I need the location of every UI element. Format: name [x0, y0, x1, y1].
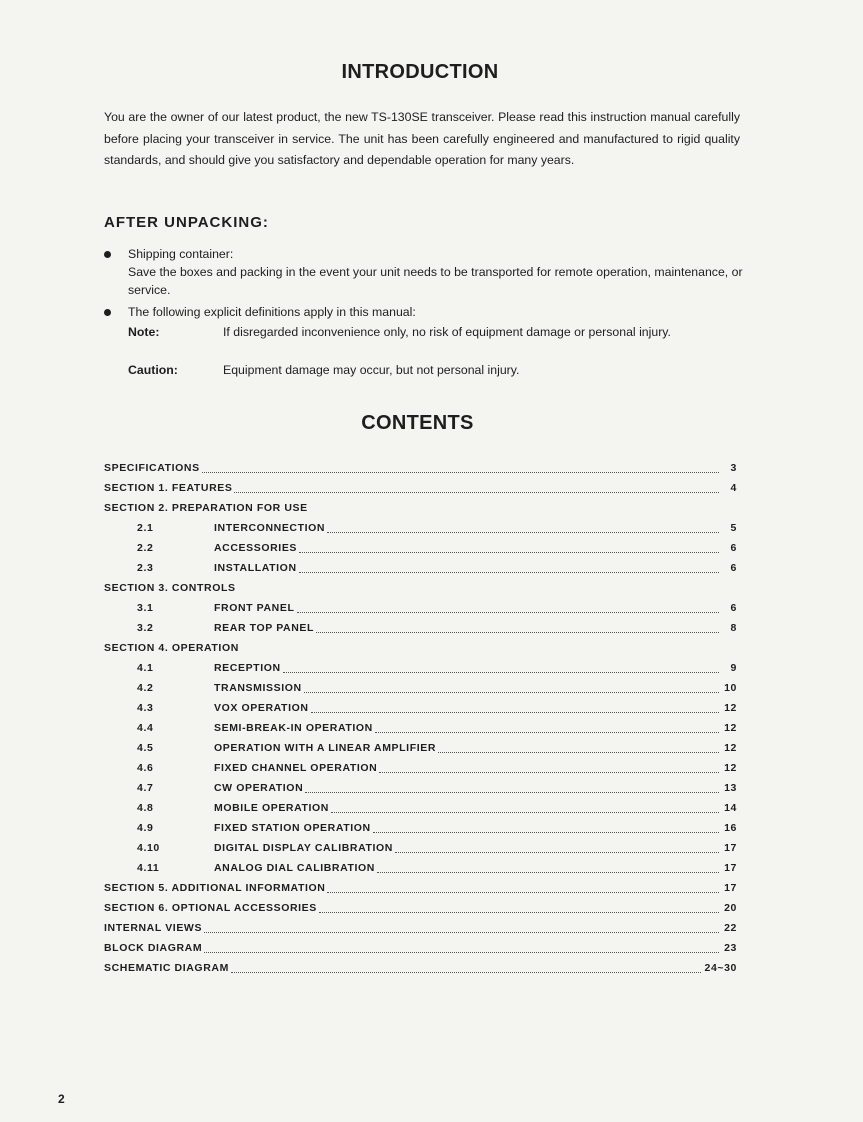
- toc-entry-label: CW OPERATION: [214, 782, 304, 794]
- toc-entry-number: 4.2: [137, 682, 154, 694]
- toc-entry-number: 3.2: [137, 622, 154, 634]
- toc-dot-leader: [331, 811, 719, 813]
- table-of-contents: [104, 458, 737, 978]
- toc-dot-leader: [379, 771, 719, 773]
- toc-entry-label: ANALOG DIAL CALIBRATION: [214, 862, 375, 874]
- toc-entry-page: 10: [724, 682, 737, 694]
- toc-row: [104, 738, 737, 758]
- toc-dot-leader: [204, 951, 719, 953]
- toc-row: [104, 618, 737, 638]
- definitions-intro-text: The following explicit definitions apply in this manual:: [128, 305, 416, 319]
- after-unpacking-heading: AFTER UNPACKING:: [104, 214, 269, 231]
- toc-dot-leader: [377, 871, 719, 873]
- toc-entry-label: SECTION 4. OPERATION: [104, 642, 239, 654]
- toc-entry-label: ACCESSORIES: [214, 542, 298, 554]
- toc-entry-number: 4.9: [137, 822, 154, 834]
- toc-row: [104, 678, 737, 698]
- toc-dot-leader: [283, 671, 719, 673]
- toc-entry-label: SPECIFICATIONS: [104, 462, 200, 474]
- toc-dot-leader: [327, 891, 719, 893]
- toc-row: [104, 558, 737, 578]
- toc-dot-leader: [373, 831, 719, 833]
- toc-row: [104, 718, 737, 738]
- toc-entry-number: 4.6: [137, 762, 154, 774]
- toc-entry-label: RECEPTION: [214, 662, 281, 674]
- toc-entry-page: 17: [724, 842, 737, 854]
- toc-dot-leader: [304, 691, 719, 693]
- toc-row: [104, 498, 737, 518]
- toc-entry-label: INSTALLATION: [214, 562, 297, 574]
- contents-title: CONTENTS: [361, 412, 474, 434]
- toc-entry-page: 6: [730, 602, 737, 614]
- toc-entry-page: 12: [724, 722, 737, 734]
- toc-entry-page: 6: [730, 542, 737, 554]
- toc-entry-label: SEMI-BREAK-IN OPERATION: [214, 722, 373, 734]
- toc-entry-page: 12: [724, 762, 737, 774]
- toc-row: [104, 798, 737, 818]
- toc-dot-leader: [299, 551, 719, 553]
- bullet-dot-icon: [104, 309, 111, 316]
- toc-entry-number: 2.2: [137, 542, 154, 554]
- caution-definition: [128, 361, 740, 379]
- toc-entry-number: 2.3: [137, 562, 154, 574]
- toc-entry-label: FIXED CHANNEL OPERATION: [214, 762, 378, 774]
- toc-row: [104, 638, 737, 658]
- toc-entry-label: SECTION 6. OPTIONAL ACCESSORIES: [104, 902, 317, 914]
- toc-row: [104, 938, 737, 958]
- shipping-container-text: Save the boxes and packing in the event your unit needs to be transported for remote operation, maintenance, or service.: [128, 265, 743, 297]
- toc-entry-page: 24~30: [704, 962, 737, 974]
- bullet-definitions: [104, 303, 744, 321]
- toc-entry-label: SECTION 2. PREPARATION FOR USE: [104, 502, 308, 514]
- toc-entry-label: SECTION 1. FEATURES: [104, 482, 233, 494]
- toc-entry-label: OPERATION WITH A LINEAR AMPLIFIER: [214, 742, 437, 754]
- toc-entry-label: REAR TOP PANEL: [214, 622, 314, 634]
- toc-entry-page: 17: [724, 862, 737, 874]
- toc-dot-leader: [316, 631, 719, 633]
- toc-entry-number: 4.10: [137, 842, 160, 854]
- toc-row: [104, 518, 737, 538]
- toc-entry-number: 4.11: [137, 862, 160, 874]
- caution-term: Caution:: [128, 363, 178, 377]
- toc-dot-leader: [202, 471, 719, 473]
- introduction-title: INTRODUCTION: [341, 61, 499, 83]
- toc-entry-number: 4.4: [137, 722, 154, 734]
- toc-entry-number: 4.8: [137, 802, 154, 814]
- toc-entry-number: 4.7: [137, 782, 154, 794]
- toc-dot-leader: [297, 611, 720, 613]
- toc-dot-leader: [438, 751, 719, 753]
- toc-entry-label: FIXED STATION OPERATION: [214, 822, 371, 834]
- page-number: 2: [58, 1092, 65, 1106]
- toc-entry-number: 3.1: [137, 602, 154, 614]
- toc-row: [104, 758, 737, 778]
- note-term: Note:: [128, 325, 160, 339]
- toc-dot-leader: [231, 971, 701, 973]
- toc-entry-page: 14: [724, 802, 737, 814]
- toc-entry-page: 12: [724, 702, 737, 714]
- toc-entry-page: 4: [730, 482, 737, 494]
- toc-row: [104, 818, 737, 838]
- note-definition: [128, 323, 740, 341]
- toc-entry-page: 9: [730, 662, 737, 674]
- toc-row: [104, 578, 737, 598]
- toc-row: [104, 478, 737, 498]
- toc-entry-label: INTERCONNECTION: [214, 522, 326, 534]
- toc-row: [104, 918, 737, 938]
- toc-entry-label: SECTION 5. ADDITIONAL INFORMATION: [104, 882, 326, 894]
- toc-dot-leader: [234, 491, 719, 493]
- toc-row: [104, 698, 737, 718]
- caution-text: Equipment damage may occur, but not personal injury.: [223, 363, 520, 377]
- toc-dot-leader: [375, 731, 719, 733]
- toc-entry-number: 4.1: [137, 662, 154, 674]
- toc-entry-page: 12: [724, 742, 737, 754]
- toc-entry-number: 4.5: [137, 742, 154, 754]
- toc-row: [104, 958, 737, 978]
- toc-row: [104, 598, 737, 618]
- toc-entry-page: 6: [730, 562, 737, 574]
- toc-row: [104, 658, 737, 678]
- toc-entry-page: 8: [730, 622, 737, 634]
- toc-entry-page: 16: [724, 822, 737, 834]
- toc-row: [104, 778, 737, 798]
- toc-dot-leader: [395, 851, 719, 853]
- toc-row: [104, 878, 737, 898]
- toc-dot-leader: [305, 791, 719, 793]
- bullet-dot-icon: [104, 251, 111, 258]
- toc-entry-label: SCHEMATIC DIAGRAM: [104, 962, 229, 974]
- toc-entry-page: 17: [724, 882, 737, 894]
- toc-entry-label: VOX OPERATION: [214, 702, 309, 714]
- toc-entry-page: 22: [724, 922, 737, 934]
- toc-row: [104, 858, 737, 878]
- toc-entry-label: FRONT PANEL: [214, 602, 295, 614]
- toc-row: [104, 538, 737, 558]
- bullet-shipping-container: [104, 245, 744, 299]
- note-text: If disregarded inconvenience only, no risk of equipment damage or personal injury.: [223, 325, 671, 339]
- introduction-paragraph: You are the owner of our latest product, the new TS-130SE transceiver. Please read this instruction manual carefully before placing your transceiver in service. The unit has been carefully engineered and manufactured to rigid quality standards, and should give you satisfactory and dependable operation for many years.: [104, 110, 740, 167]
- toc-entry-page: 3: [730, 462, 737, 474]
- toc-entry-number: 4.3: [137, 702, 154, 714]
- toc-entry-label: MOBILE OPERATION: [214, 802, 329, 814]
- toc-dot-leader: [299, 571, 719, 573]
- toc-entry-page: 13: [724, 782, 737, 794]
- toc-entry-label: DIGITAL DISPLAY CALIBRATION: [214, 842, 393, 854]
- toc-dot-leader: [319, 911, 719, 913]
- toc-entry-page: 20: [724, 902, 737, 914]
- shipping-container-title: Shipping container:: [128, 247, 234, 261]
- toc-entry-label: INTERNAL VIEWS: [104, 922, 203, 934]
- toc-row: [104, 898, 737, 918]
- toc-dot-leader: [327, 531, 719, 533]
- toc-entry-label: TRANSMISSION: [214, 682, 302, 694]
- toc-entry-page: 5: [730, 522, 737, 534]
- toc-entry-page: 23: [724, 942, 737, 954]
- toc-row: [104, 838, 737, 858]
- toc-entry-number: 2.1: [137, 522, 154, 534]
- toc-entry-label: SECTION 3. CONTROLS: [104, 582, 236, 594]
- toc-dot-leader: [204, 931, 719, 933]
- toc-row: [104, 458, 737, 478]
- toc-dot-leader: [311, 711, 719, 713]
- toc-entry-label: BLOCK DIAGRAM: [104, 942, 203, 954]
